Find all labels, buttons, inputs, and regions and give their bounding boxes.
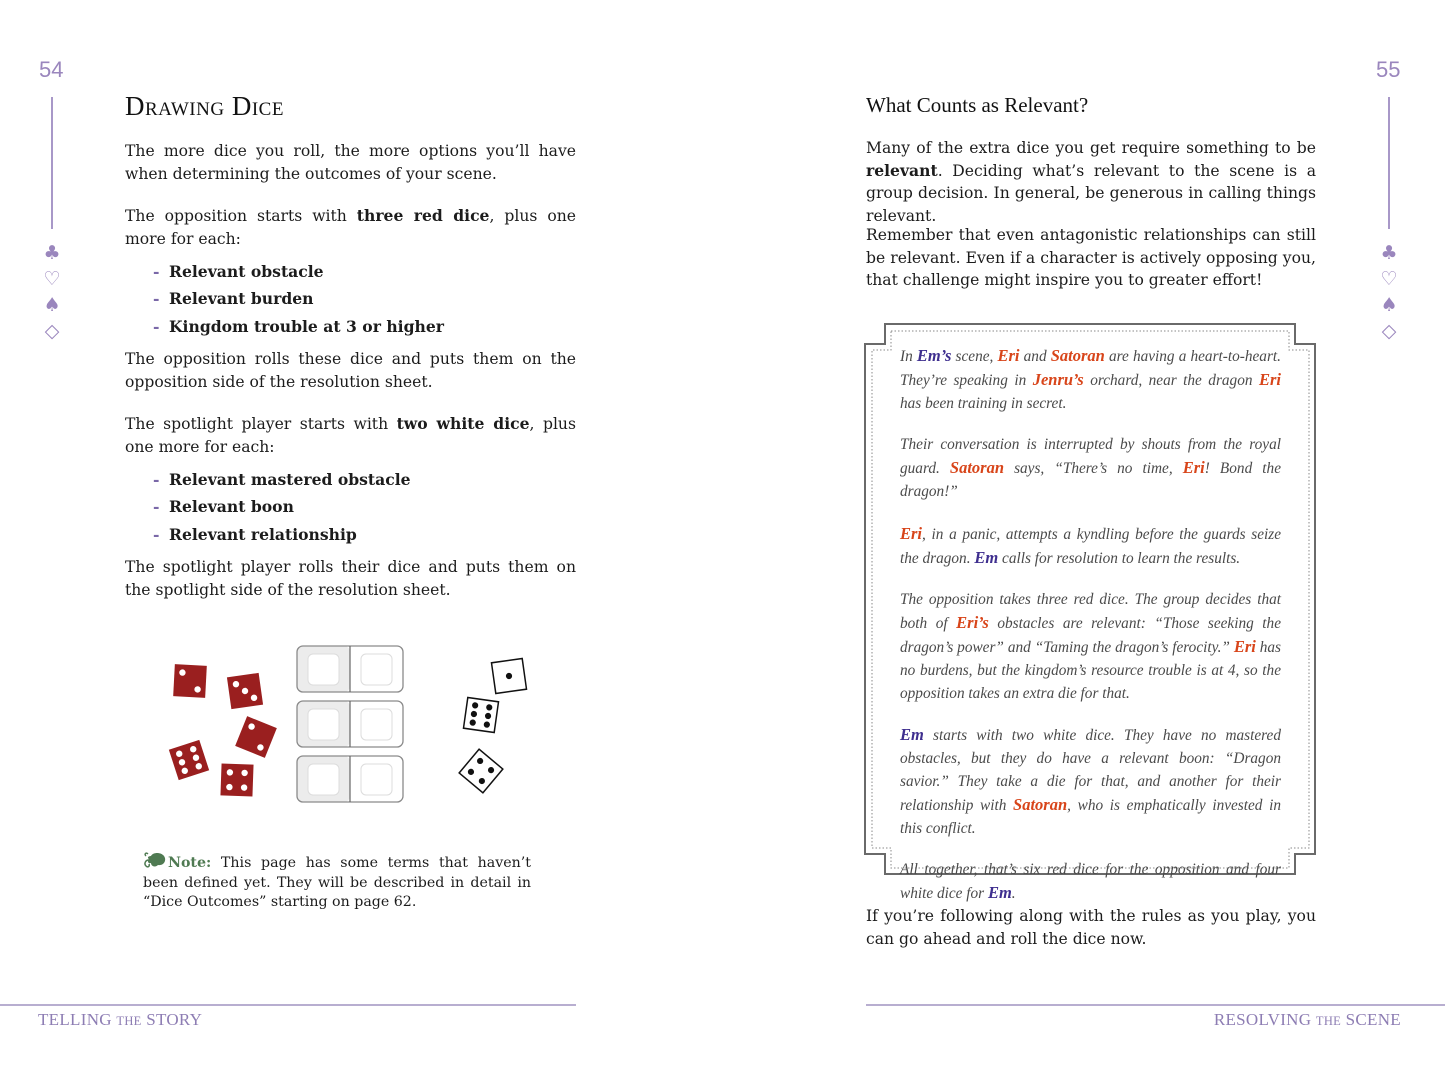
character-name: Eri <box>1182 458 1205 478</box>
red-die <box>173 664 207 698</box>
character-name: Jenru’s <box>1032 369 1084 389</box>
margin-rule-right <box>1388 97 1390 229</box>
list-item: - Kingdom trouble at 3 or higher <box>153 316 444 336</box>
list-item: - Relevant obstacle <box>153 262 324 281</box>
running-footer-left: TELLING THE STORY <box>38 1010 203 1029</box>
page-number-right: 55 <box>1376 57 1401 82</box>
resolution-sheet-illustration <box>297 646 403 802</box>
character-name: Eri <box>997 346 1020 365</box>
page-title-left: Drawing Dice <box>125 91 284 121</box>
spade-icon: ♠ <box>43 294 61 316</box>
white-die <box>459 749 503 793</box>
footer-rule-left <box>0 1004 576 1006</box>
character-name: Eri <box>1233 636 1256 656</box>
relevant-paragraph: Many of the extra dice you get require something to be relevant. Deciding what’s relevant to the scene is a group decision. In general, be generous in calling things relevant. <box>866 139 1316 225</box>
example-paragraph: Their conversation is interrupted by shouts from the royal guard. Satoran says, “There’s no time, Eri! Bond the dragon!” <box>900 436 1281 500</box>
heart-icon: ♡ <box>1380 268 1398 290</box>
list-item: - Relevant burden <box>153 289 314 309</box>
white-dice-group <box>459 658 526 792</box>
note-text: This page has some terms that haven’t been defined yet. They will be described in detail in “Dice Outcomes” starting on page 62. <box>143 855 531 910</box>
margin-rule-left <box>51 97 53 229</box>
suit-icons-right <box>1378 242 1400 342</box>
roll-now-paragraph: If you’re following along with the rules as you play, you can go ahead and roll the dice now. <box>866 907 1316 948</box>
resolution-sheet-row <box>297 646 403 692</box>
die-slot <box>308 654 339 685</box>
resolution-sheet-row <box>297 756 403 802</box>
spotlight-list <box>153 466 411 548</box>
suit-icons-left <box>41 242 63 342</box>
list-item: - Relevant boon <box>153 497 294 517</box>
character-name: Satoran <box>949 458 1004 478</box>
white-die <box>463 697 498 732</box>
character-name: Satoran <box>1013 794 1068 814</box>
example-paragraph: In Em’s scene, Eri and Satoran are having a heart-to-heart. They’re speaking in Jenru’s orchard, near the dragon Eri has been training in secret. <box>900 346 1281 412</box>
red-die <box>227 673 263 709</box>
antagonistic-paragraph: Remember that even antagonistic relationships can still be relevant. Even if a character is actively opposing you, that challenge might inspire you to greater effort! <box>866 226 1316 289</box>
list-item: - Relevant mastered obstacle <box>153 470 411 489</box>
red-dice-group <box>169 664 277 796</box>
red-die <box>220 763 253 796</box>
resolution-sheet-row <box>297 701 403 747</box>
dice-illustration <box>160 640 540 810</box>
opposition-paragraph: The opposition starts with three red dice, plus one more for each: <box>125 206 576 248</box>
red-die <box>235 716 277 758</box>
club-icon: ♣ <box>43 242 61 264</box>
list-item: - Relevant relationship <box>153 524 357 544</box>
example-story-box <box>900 345 1281 925</box>
die-slot <box>308 764 339 795</box>
page-number-left: 54 <box>39 57 64 82</box>
spade-icon: ♠ <box>1380 294 1398 316</box>
intro-paragraph: The more dice you roll, the more options you’ll have when determining the outcomes of your scene. <box>125 142 576 183</box>
running-footer-right: RESOLVING THE SCENE <box>1213 1010 1401 1029</box>
die-slot <box>361 764 392 795</box>
example-paragraph: The opposition takes three red dice. The group decides that both of Eri’s obstacles are relevant: “Those seeking the dragon’s power” and “Taming the dragon’s ferocity.” Eri has no burdens, but the kingdom’s resource trouble is at 4, so the opposition takes an extra die for that. <box>900 591 1282 702</box>
die-slot <box>308 709 339 740</box>
character-name: Em <box>974 547 999 567</box>
white-die <box>491 658 526 693</box>
page-title-right: What Counts as Relevant? <box>866 93 1089 117</box>
club-icon: ♣ <box>1380 242 1398 264</box>
die-slot <box>361 709 392 740</box>
character-name: Satoran <box>1050 346 1105 365</box>
character-name: Eri <box>900 523 923 543</box>
footer-rule-right <box>866 1004 1445 1006</box>
example-paragraph: Eri, in a panic, attempts a kyndling before the guards seize the dragon. Em calls for resolution to learn the results. <box>900 523 1281 567</box>
character-name: Eri’s <box>956 613 989 633</box>
note-callout <box>143 852 531 913</box>
character-name: Em <box>987 883 1012 903</box>
red-die <box>169 740 209 780</box>
spotlight-paragraph: The spotlight player starts with two white dice, plus one more for each: <box>125 414 576 456</box>
character-name: Em <box>900 725 924 745</box>
dragon-note-icon <box>143 852 167 870</box>
character-name: Em’s <box>916 346 952 365</box>
opposition-list <box>153 258 444 340</box>
diamond-icon: ◇ <box>44 320 60 342</box>
heart-icon: ♡ <box>43 268 61 290</box>
die-slot <box>361 654 392 685</box>
character-name: Eri <box>1258 369 1281 389</box>
spotlight-roll-paragraph: The spotlight player rolls their dice and puts them on the spotlight side of the resolution sheet. <box>125 558 576 599</box>
example-paragraph: Em starts with two white dice. They have no mastered obstacles, but they do have a relevant boon: “Dragon savior.” They take a die for that, and another for their relationship with Satoran, who is emphatically invested in this conflict. <box>900 725 1281 837</box>
diamond-icon: ◇ <box>1381 320 1397 342</box>
note-label: Note: <box>168 855 212 871</box>
opposition-roll-paragraph: The opposition rolls these dice and puts them on the opposition side of the resolution sheet. <box>125 350 576 391</box>
example-paragraph: All together, that’s six red dice for the opposition and four white dice for Em. <box>900 861 1281 903</box>
